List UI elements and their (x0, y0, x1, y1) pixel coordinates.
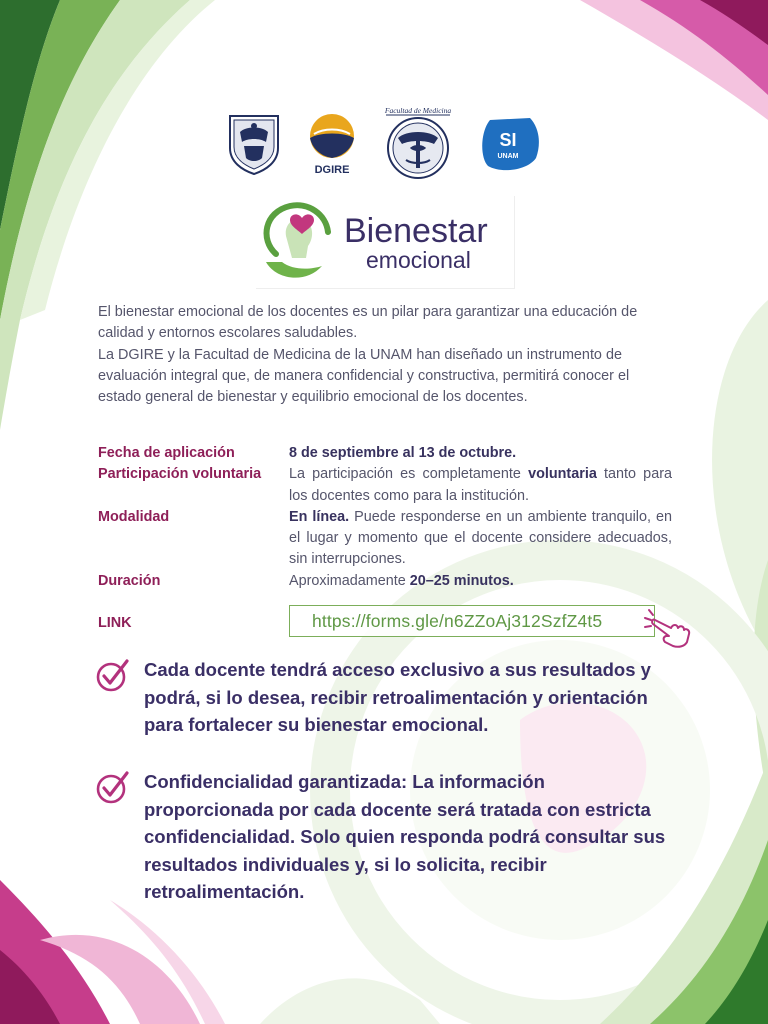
benefit-text-1: Cada docente tendrá acceso exclusivo a sus resultados y podrá, si lo desea, recibir retroalimentación y orientación para fortalecer su bienestar emocional. (144, 659, 651, 735)
checkmark-icon (96, 770, 130, 804)
intro-paragraph-2: La DGIRE y la Facultad de Medicina de la UNAM han diseñado un instrumento de evaluación integral que, de manera confidencial y constructiva, permitirá conocer el estado general de bienestar y equilibrio emocional de los docentes. (98, 346, 630, 406)
institution-logos (220, 104, 550, 184)
bienestar-emocional-logo-graphic (256, 196, 514, 288)
facultad-medicina-logo (380, 104, 456, 184)
survey-link[interactable]: https://forms.gle/n6ZZoAj312SzfZ4t5 (312, 611, 603, 631)
dgire-logo (306, 112, 358, 176)
info-table (98, 443, 672, 592)
info-row-duracion (98, 571, 672, 592)
si-logo-label: SI (499, 130, 517, 150)
benefit-item-2 (96, 768, 696, 908)
info-row-participacion (98, 464, 672, 507)
link-row (98, 604, 698, 642)
bienestar-emocional-logo (256, 196, 515, 289)
si-unam-logo (478, 114, 542, 174)
survey-link-box[interactable] (289, 605, 655, 637)
medicina-logo-label: Facultad de Medicina (384, 106, 452, 115)
unam-shield-logo (226, 112, 282, 176)
pointing-hand-icon (643, 608, 693, 648)
brand-line1: Bienestar (344, 212, 488, 250)
benefit-item-1 (96, 656, 696, 746)
duracion-value: Aproximadamente 20–25 minutos. (289, 572, 514, 589)
fecha-value: 8 de septiembre al 13 de octubre. (289, 445, 517, 461)
info-row-fecha (98, 443, 672, 464)
intro-paragraph-1: El bienestar emocional de los docentes es un pilar para garantizar una educación de calidad y entornos escolares saludables. (98, 304, 638, 342)
duracion-label: Duración (98, 572, 161, 589)
modalidad-label: Modalidad (98, 508, 170, 525)
link-label: LINK (98, 615, 132, 631)
brand-line2: emocional (366, 247, 471, 273)
si-logo-sublabel: UNAM (497, 153, 519, 160)
benefit-text-2: Confidencialidad garantizada: La información proporcionada por cada docente será tratada con estricta confidencialidad. Solo quien responda podrá consultar sus resultados individuales y, si lo solicita, recibir retroalimentación. (144, 771, 666, 902)
participacion-value: La participación es completamente voluntaria tanto para los docentes como para la institución. (289, 466, 672, 504)
intro-text (98, 302, 672, 408)
dgire-logo-label: DGIRE (314, 164, 350, 176)
modalidad-value: En línea. Puede responderse en un ambiente tranquilo, en el lugar y momento que el docente considere adecuados, sin interrupciones. (289, 508, 672, 568)
fecha-label: Fecha de aplicación (98, 445, 235, 461)
participacion-label: Participación voluntaria (98, 466, 262, 483)
checkmark-icon (96, 658, 130, 692)
info-row-modalidad (98, 507, 672, 571)
